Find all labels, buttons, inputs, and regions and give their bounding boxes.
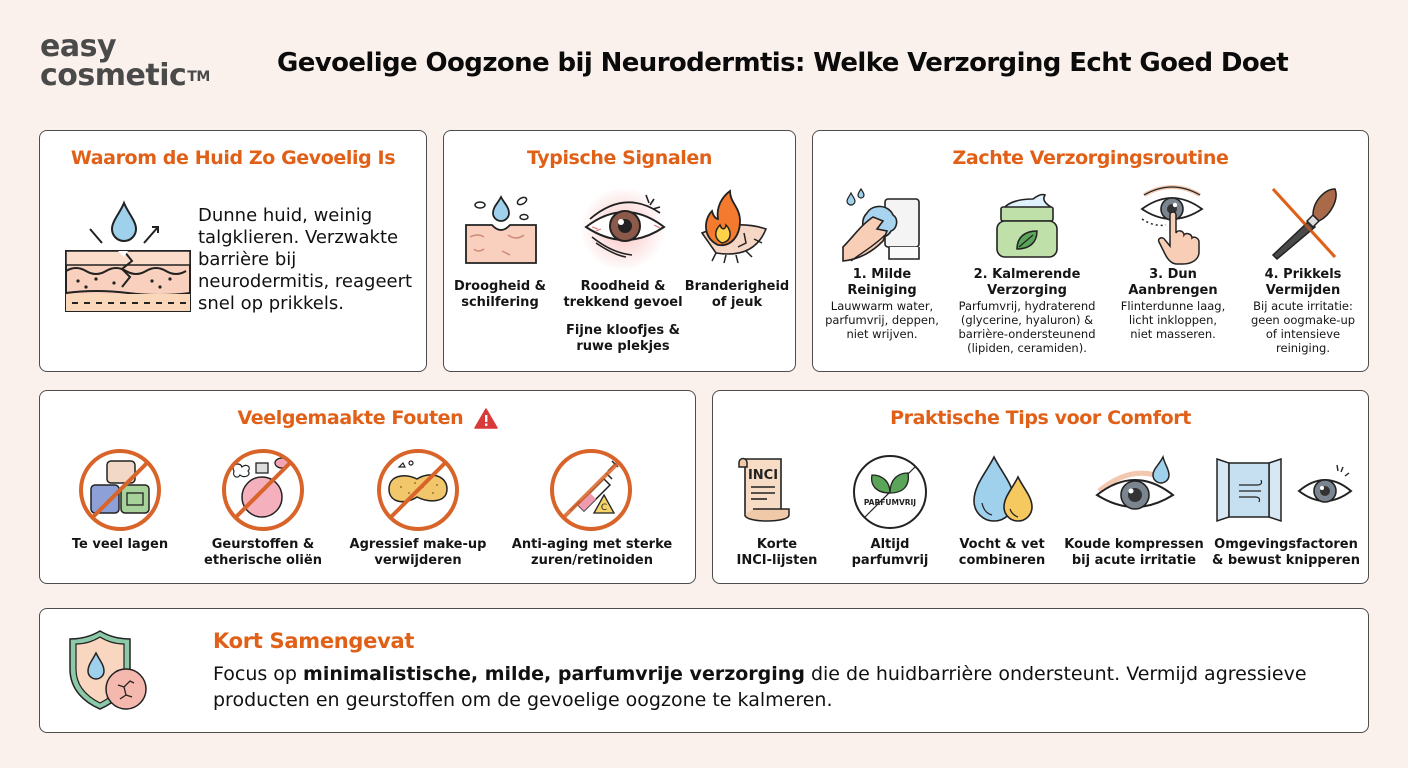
routine-step-2: 2. Kalmerende Verzorging Parfumvrij, hydraterend (glycerine, hyaluron) & barrière-ondersteunend (lipiden, ceramiden).	[958, 267, 1096, 355]
tip-label-water-oil: Vocht & vet combineren	[958, 537, 1046, 568]
card-summary	[39, 608, 1369, 733]
burning-eye-flame-icon	[696, 189, 768, 269]
mistake-label-anti-aging: Anti-aging met sterke zuren/retinoiden	[511, 537, 673, 568]
hands-washing-towel-icon	[841, 187, 925, 265]
card-practical-tips	[712, 390, 1369, 584]
brand-logo	[40, 29, 210, 93]
tip-label-inci: Korte INCI-lijsten	[736, 537, 818, 568]
no-sponge-icon	[375, 447, 461, 533]
card-typical-signals	[443, 130, 796, 372]
card-heading: Typische Signalen	[526, 147, 713, 169]
signal-label-redness: Roodheid & trekkend gevoel	[563, 279, 683, 310]
brand-line-2: cosmetic	[40, 58, 187, 93]
dry-skin-droplet-icon	[462, 189, 540, 265]
signal-label-dryness: Droogheid & schilfering	[453, 279, 547, 310]
tip-label-cold-compress: Koude kompressen bij acute irritatie	[1064, 537, 1204, 568]
card-heading	[40, 407, 695, 429]
tip-label-environment: Omgevingsfactoren & bewust knipperen	[1212, 537, 1360, 568]
card-gentle-routine	[812, 130, 1369, 372]
no-stacked-jars-icon	[77, 447, 163, 533]
warning-triangle-icon	[474, 408, 498, 429]
shield-droplet-skin-icon	[66, 629, 152, 713]
eye-cold-drop-icon	[1093, 455, 1183, 521]
cream-jar-leaf-icon	[993, 191, 1061, 261]
card-why-sensitive	[39, 130, 427, 372]
summary-text: Focus op minimalistische, milde, parfumvrije verzorging die de huidbarrière ondersteunt. Vermijd agressieve producten en geurstoffen om de gevoelige oogzone te kalmeren.	[213, 663, 1307, 711]
svg-text:INCI: INCI	[747, 468, 779, 483]
routine-step-4: 4. Prikkels Vermijden Bij acute irritatie: geen oogmake-up of intensieve reiniging.	[1250, 267, 1356, 355]
water-oil-drops-icon	[968, 453, 1040, 533]
summary-heading: Kort Samengevat	[213, 629, 415, 653]
svg-text:C: C	[600, 503, 608, 513]
parfumvrij-badge-icon	[851, 453, 929, 531]
tip-label-fragrance-free: Altijd parfumvrij	[851, 537, 929, 568]
red-eye-icon	[580, 191, 670, 265]
skin-layers-crack-icon	[62, 199, 194, 319]
card-heading: Praktische Tips voor Comfort	[890, 407, 1191, 429]
page-title: Gevoelige Oogzone bij Neurodermtis: Welke Verzorging Echt Goed Doet	[277, 48, 1289, 78]
mistakes-heading-text: Veelgemaakte Fouten	[237, 407, 464, 429]
summary-emphasis: minimalistische, milde, parfumvrije verzorging	[303, 663, 805, 685]
no-perfume-icon	[220, 447, 306, 533]
brand-line-1: easy	[40, 29, 117, 64]
mistake-label-layers: Te veel lagen	[71, 537, 169, 552]
no-syringe-acid-icon	[548, 447, 634, 533]
why-description: Dunne huid, weinig talgklieren. Verzwakte barrière bij neurodermitis, reageert snel op prikkels.	[198, 205, 413, 314]
trademark: TM	[187, 69, 210, 85]
routine-step-3: 3. Dun Aanbrengen Flinterdunne laag, licht inkloppen, niet masseren.	[1120, 267, 1226, 341]
window-air-eye-icon	[1213, 455, 1357, 525]
signal-label-cracks: Fijne kloofjes & ruwe plekjes	[566, 323, 680, 354]
no-makeup-brush-icon	[1265, 185, 1341, 263]
mistake-label-fragrance: Geurstoffen & etherische oliën	[204, 537, 322, 568]
card-heading: Zachte Verzorgingsroutine	[952, 147, 1229, 169]
routine-step-1: 1. Milde Reiniging Lauwwarm water, parfumvrij, deppen, niet wrijven.	[825, 267, 939, 341]
mistake-label-aggressive-removal: Agressief make-up verwijderen	[349, 537, 487, 568]
signal-label-burning: Branderigheid of jeuk	[684, 279, 790, 310]
card-common-mistakes	[39, 390, 696, 584]
eye-finger-tap-icon	[1138, 185, 1208, 265]
inci-scroll-icon	[737, 455, 791, 527]
svg-text:PARFUMVRIJ: PARFUMVRIJ	[863, 498, 917, 507]
card-heading: Waarom de Huid Zo Gevoelig Is	[70, 147, 396, 169]
